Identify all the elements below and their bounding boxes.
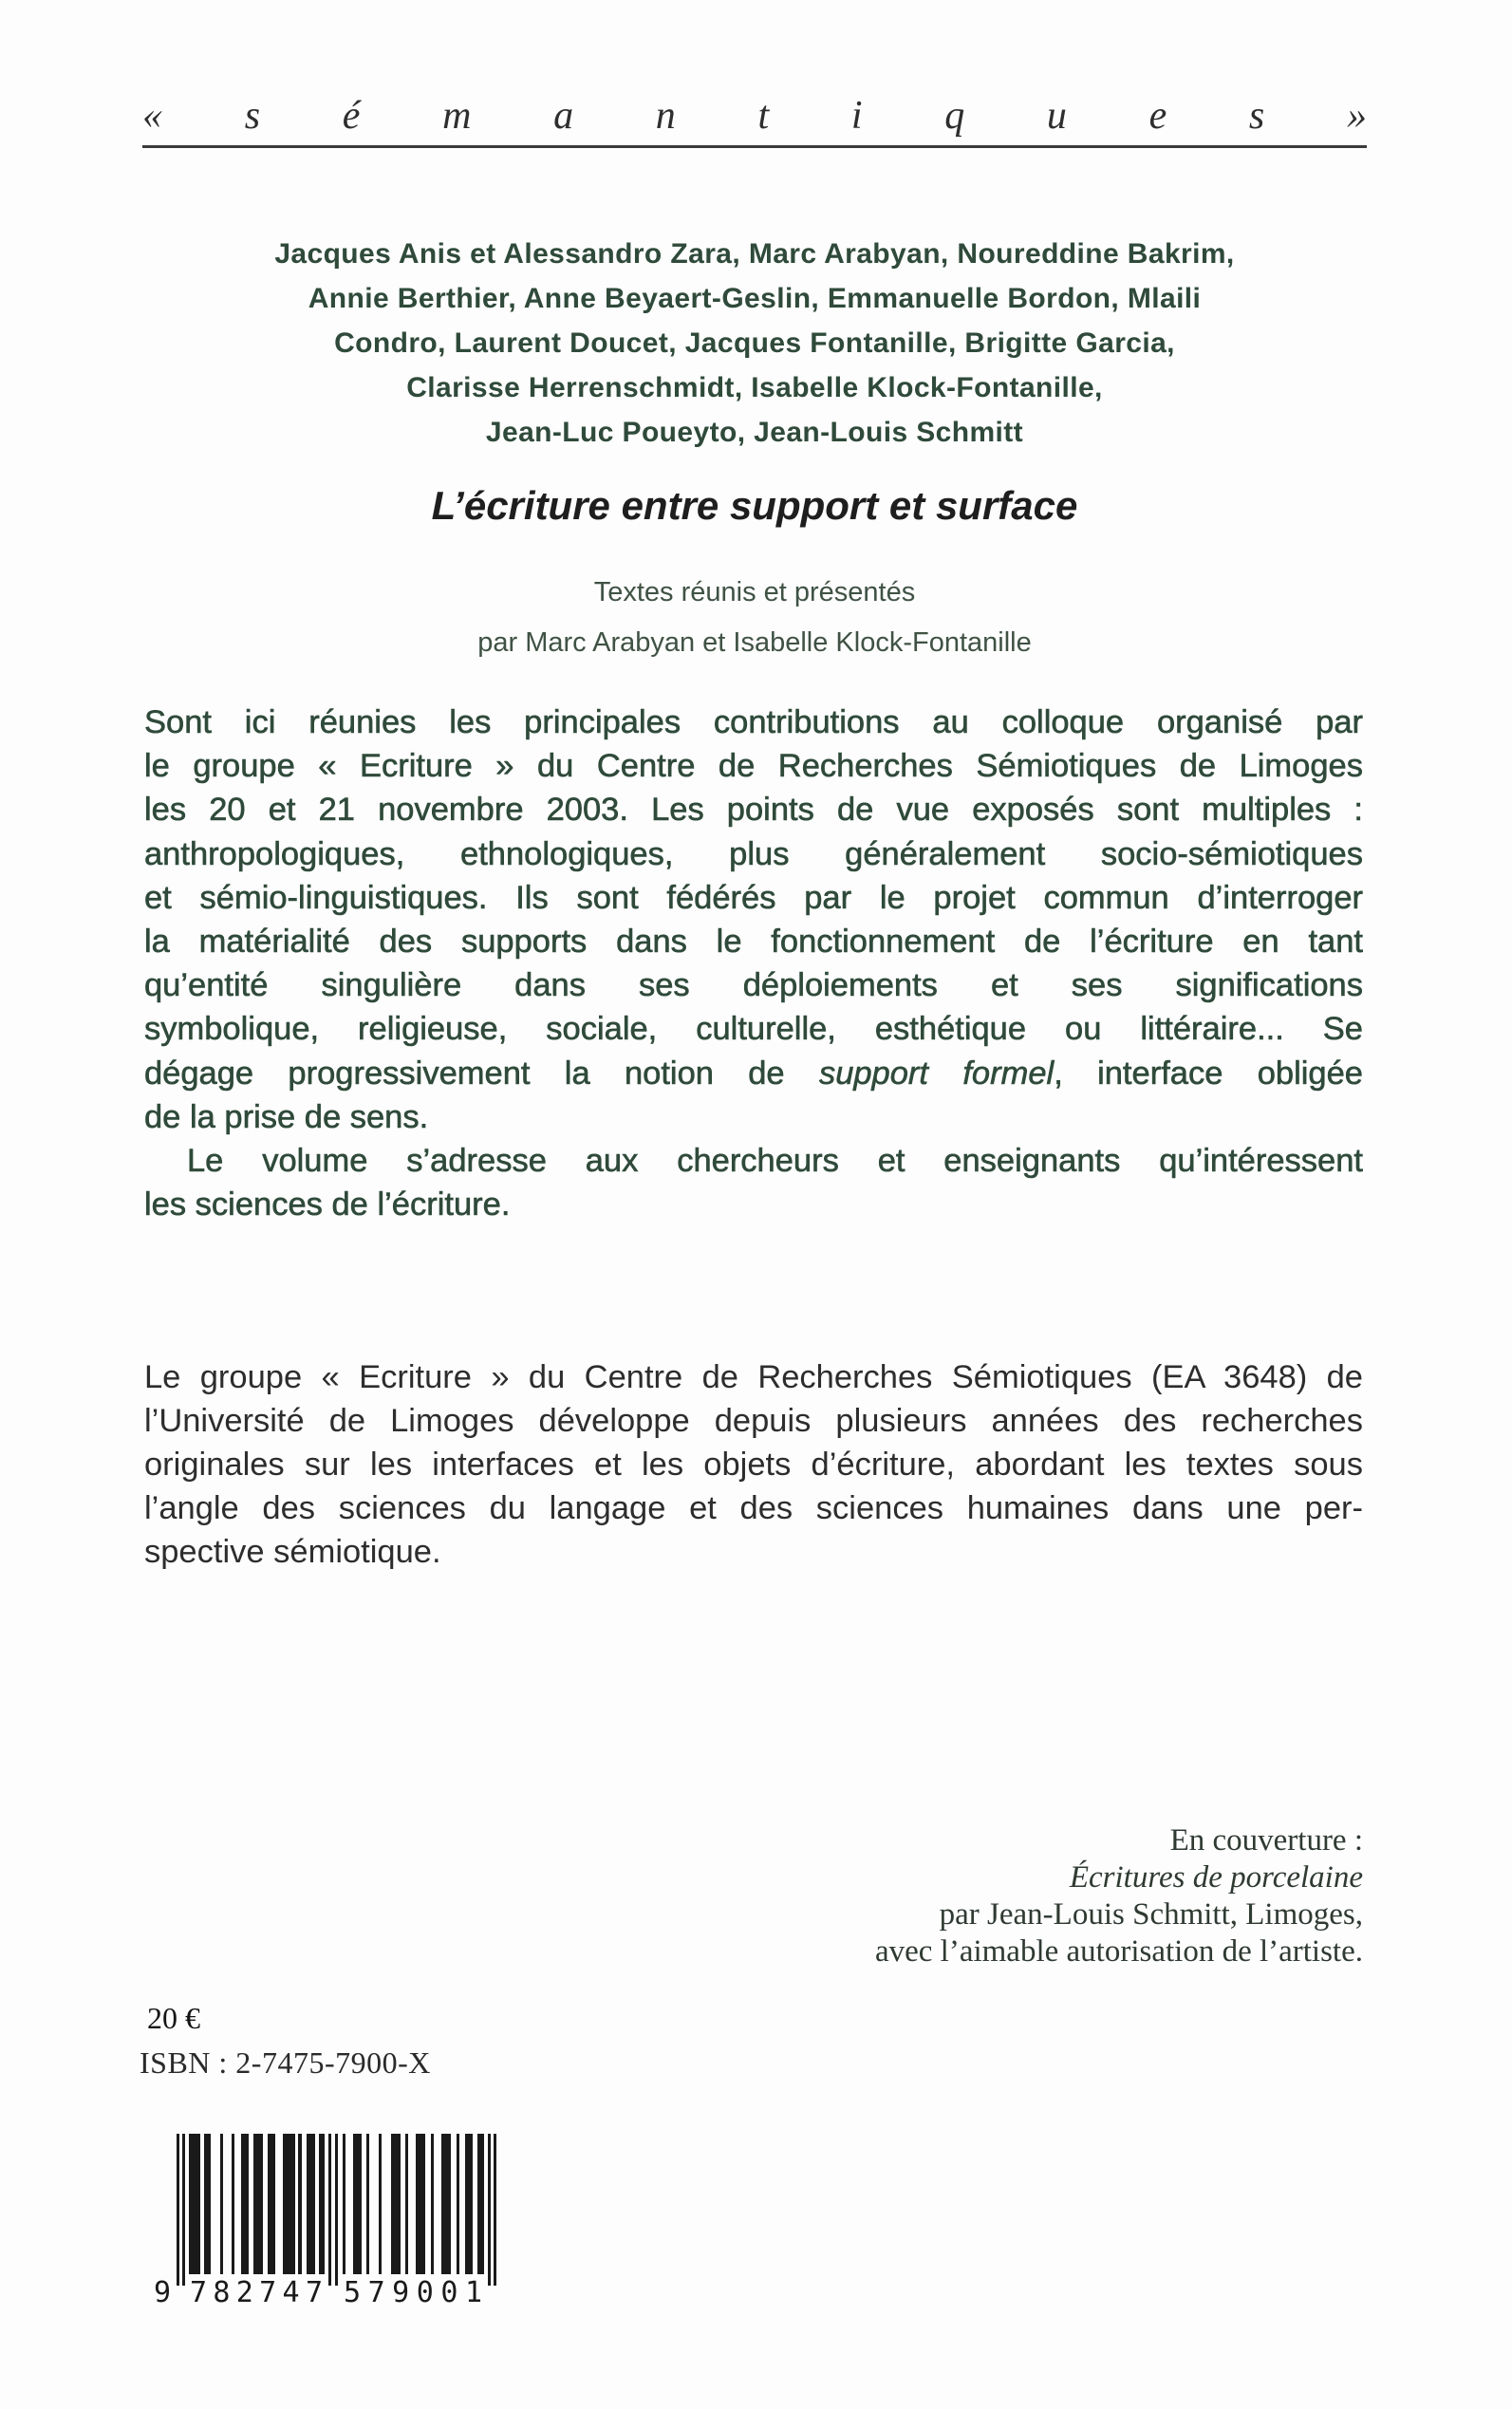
blurb-text: dégage progressivement la notion de: [144, 1055, 819, 1092]
group-line: originales sur les interfaces et les objets d’écriture, abordant les textes sous: [144, 1447, 1363, 1483]
series-letter: t: [757, 94, 770, 138]
series-letter: a: [553, 94, 574, 138]
series-letter: q: [944, 94, 965, 138]
blurb-line: le groupe « Ecriture » du Centre de Recherches Sémiotiques de Limoges: [144, 748, 1363, 785]
author-line: Jacques Anis et Alessandro Zara, Marc Arabyan, Noureddine Bakrim,: [274, 238, 1235, 270]
series-open-quote: «: [142, 94, 162, 138]
barcode-first-digit: 9: [154, 2276, 172, 2305]
editors-credit: [142, 568, 1367, 668]
ean-barcode: [140, 2134, 539, 2305]
series-close-quote: »: [1346, 94, 1367, 138]
blurb-emphasis: support formel: [818, 1055, 1055, 1092]
series-letter: s: [244, 94, 261, 138]
group-line: l’Université de Limoges développe depuis plusieurs années des recherches: [144, 1403, 1363, 1439]
series-letter: m: [442, 94, 472, 138]
blurb-line: Le volume s’adresse aux chercheurs et enseignants qu’intéressent: [187, 1143, 1363, 1180]
research-group-description: [144, 1355, 1363, 1574]
cover-credit: [759, 1822, 1363, 1970]
series-letter: é: [342, 94, 361, 138]
author-line: Jean-Luc Poueyto, Jean-Louis Schmitt: [485, 417, 1024, 448]
series-letter: e: [1148, 94, 1167, 138]
blurb-line: et sémio-linguistiques. Ils sont fédérés par le projet commun d’interroger: [144, 879, 1363, 916]
author-line: Condro, Laurent Doucet, Jacques Fontanille, Brigitte Garcia,: [334, 327, 1175, 359]
blurb-text: , interface obligée: [1054, 1055, 1363, 1092]
cover-credit-label: En couverture :: [1169, 1823, 1363, 1858]
group-line: l’angle des sciences du langage et des sciences humaines dans une per-: [144, 1490, 1363, 1526]
barcode-bars: [140, 2134, 539, 2305]
series-header: [142, 93, 1367, 139]
blurb-line: symbolique, religieuse, sociale, culturelle, esthétique ou littéraire... Se: [144, 1011, 1363, 1048]
blurb-line: les sciences de l’écriture.: [144, 1186, 511, 1223]
blurb-line: de la prise de sens.: [144, 1098, 429, 1135]
series-letter: u: [1046, 94, 1067, 138]
blurb-line: Sont ici réunies les principales contributions au colloque organisé par: [144, 704, 1363, 740]
series-letter: i: [850, 94, 863, 138]
editors-line-1: Textes réunis et présentés: [593, 577, 916, 607]
book-blurb: [144, 700, 1363, 1226]
author-line: Clarisse Herrenschmidt, Isabelle Klock-Fontanille,: [406, 372, 1103, 403]
isbn: ISBN : 2-7475-7900-X: [140, 2045, 431, 2080]
cover-permission: avec l’aimable autorisation de l’artiste.: [874, 1934, 1363, 1969]
cover-artwork-title: Écritures de porcelaine: [1069, 1860, 1363, 1895]
barcode-left-digits: 782747: [190, 2276, 323, 2305]
blurb-line: [144, 1052, 1363, 1095]
cover-artist: par Jean-Louis Schmitt, Limoges,: [939, 1897, 1363, 1932]
header-divider: [142, 145, 1367, 148]
group-line: Le groupe « Ecriture » du Centre de Recherches Sémiotiques (EA 3648) de: [144, 1359, 1363, 1395]
author-list: [142, 232, 1367, 455]
barcode-right-digits: 579001: [344, 2276, 482, 2305]
blurb-paragraph-1: [144, 700, 1363, 1139]
blurb-line: les 20 et 21 novembre 2003. Les points de vue exposés sont multiples :: [144, 792, 1363, 829]
price: 20 €: [147, 2001, 200, 2035]
blurb-line: qu’entité singulière dans ses déploiements et ses significations: [144, 967, 1363, 1004]
series-letter: n: [655, 94, 676, 138]
blurb-line: la matérialité des supports dans le fonctionnement de l’écriture en tant: [144, 924, 1363, 961]
blurb-line: anthropologiques, ethnologiques, plus généralement socio-sémiotiques: [144, 835, 1363, 872]
book-title: L’écriture entre support et surface: [431, 483, 1078, 528]
author-line: Annie Berthier, Anne Beyaert-Geslin, Emmanuelle Bordon, Mlaili: [308, 283, 1202, 314]
group-line: spective sémiotique.: [144, 1534, 441, 1570]
editors-line-2: par Marc Arabyan et Isabelle Klock-Fontanille: [477, 627, 1032, 658]
series-letter: s: [1248, 94, 1265, 138]
blurb-paragraph-2: [144, 1139, 1363, 1226]
